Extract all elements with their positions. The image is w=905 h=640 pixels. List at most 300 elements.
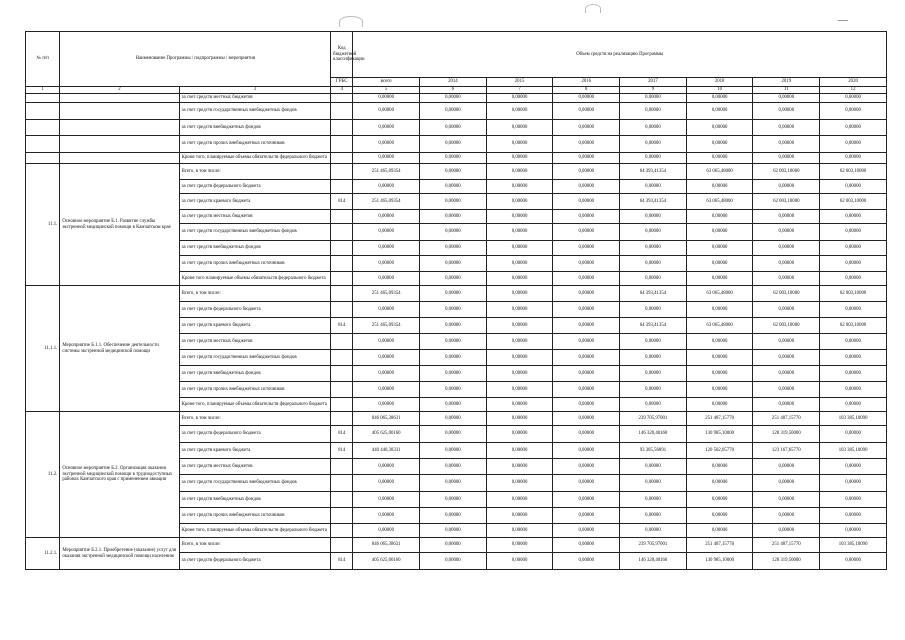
grbs-code bbox=[331, 180, 353, 194]
amount-total: 0,00000 bbox=[353, 524, 420, 538]
grbs-code bbox=[331, 136, 353, 153]
amount-year: 0,00000 bbox=[486, 180, 553, 194]
amount-year: 0,00000 bbox=[686, 459, 753, 475]
header-year: 2019 bbox=[753, 78, 820, 87]
amount-year: 0,00000 bbox=[686, 256, 753, 272]
grbs-code bbox=[331, 153, 353, 164]
amount-year: 251 487,15770 bbox=[753, 538, 820, 553]
amount-year: 0,00000 bbox=[553, 194, 620, 210]
grbs-code bbox=[331, 398, 353, 412]
scan-dash bbox=[838, 20, 848, 21]
grbs-code bbox=[331, 524, 353, 538]
amount-total: 0,00000 bbox=[353, 398, 420, 412]
column-number-row bbox=[26, 87, 887, 94]
amount-year: 0,00000 bbox=[486, 210, 553, 224]
column-number: 10 bbox=[686, 87, 753, 94]
amount-year: 0,00000 bbox=[553, 272, 620, 286]
amount-year: 0,00000 bbox=[820, 366, 887, 382]
funding-source: за счет средств краевого бюджета bbox=[179, 443, 331, 459]
funding-source: за счет средств прочих внебюджетных источников bbox=[179, 136, 331, 153]
grbs-code bbox=[331, 382, 353, 398]
amount-year: 0,00000 bbox=[686, 524, 753, 538]
amount-year: 0,00000 bbox=[486, 318, 553, 334]
column-number: 4 bbox=[331, 87, 353, 94]
table-row bbox=[26, 120, 887, 136]
amount-total: 405 625,00160 bbox=[353, 426, 420, 443]
amount-year: 0,00000 bbox=[486, 412, 553, 426]
amount-year: 0,00000 bbox=[420, 180, 487, 194]
amount-year: 0,00000 bbox=[820, 272, 887, 286]
grbs-code bbox=[331, 412, 353, 426]
amount-total: 0,00000 bbox=[353, 272, 420, 286]
amount-year: 0,00000 bbox=[686, 224, 753, 241]
grbs-code bbox=[331, 475, 353, 492]
amount-year: 0,00000 bbox=[753, 398, 820, 412]
amount-year: 0,00000 bbox=[753, 459, 820, 475]
amount-year: 0,00000 bbox=[553, 318, 620, 334]
amount-year: 0,00000 bbox=[753, 302, 820, 318]
funding-source: за счет средств государственных внебюджетных фондов bbox=[179, 224, 331, 241]
amount-year: 0,00000 bbox=[486, 103, 553, 120]
amount-year: 0,00000 bbox=[420, 318, 487, 334]
amount-total: 0,00000 bbox=[353, 366, 420, 382]
amount-year: 0,00000 bbox=[486, 475, 553, 492]
amount-year: 0,00000 bbox=[486, 286, 553, 302]
table-row bbox=[26, 103, 887, 120]
amount-year: 0,00000 bbox=[753, 256, 820, 272]
empty-cell bbox=[26, 136, 60, 153]
amount-year: 0,00000 bbox=[686, 475, 753, 492]
grbs-code bbox=[331, 350, 353, 366]
column-number: 7 bbox=[486, 87, 553, 94]
amount-year: 0,00000 bbox=[486, 508, 553, 524]
funding-source: за счет средств внебюджетных фондов bbox=[179, 366, 331, 382]
header-year: 2020 bbox=[820, 78, 887, 87]
amount-year: 64 393,41354 bbox=[620, 286, 687, 302]
amount-year: 0,00000 bbox=[620, 350, 687, 366]
amount-year: 0,00000 bbox=[620, 524, 687, 538]
amount-year: 0,00000 bbox=[553, 256, 620, 272]
amount-year: 0,00000 bbox=[420, 459, 487, 475]
grbs-code bbox=[331, 492, 353, 508]
funding-source: Всего, в том числе: bbox=[179, 538, 331, 553]
amount-year: 251 487,15770 bbox=[686, 412, 753, 426]
amount-year: 0,00000 bbox=[553, 508, 620, 524]
funding-source: за счет средств федерального бюджета bbox=[179, 302, 331, 318]
amount-year: 62 003,10000 bbox=[820, 318, 887, 334]
grbs-code: 814 bbox=[331, 553, 353, 570]
amount-year: 0,00000 bbox=[753, 508, 820, 524]
empty-cell bbox=[60, 103, 179, 120]
amount-year: 0,00000 bbox=[420, 103, 487, 120]
amount-year: 0,00000 bbox=[686, 94, 753, 103]
grbs-code bbox=[331, 94, 353, 103]
amount-year: 63 065,48000 bbox=[686, 286, 753, 302]
amount-year: 0,00000 bbox=[620, 302, 687, 318]
scan-mark-left bbox=[339, 16, 363, 27]
amount-total: 440 440,38331 bbox=[353, 443, 420, 459]
amount-year: 0,00000 bbox=[686, 398, 753, 412]
amount-year: 0,00000 bbox=[620, 334, 687, 350]
amount-year: 0,00000 bbox=[753, 94, 820, 103]
amount-year: 0,00000 bbox=[820, 153, 887, 164]
amount-year: 0,00000 bbox=[486, 398, 553, 412]
funding-source: Кроме того, планируемые объемы обязательств федерального бюджета bbox=[179, 153, 331, 164]
column-number: 8 bbox=[553, 87, 620, 94]
amount-year: 0,00000 bbox=[686, 180, 753, 194]
amount-year: 0,00000 bbox=[686, 350, 753, 366]
table-row bbox=[26, 94, 887, 103]
funding-source: за счет средств краевого бюджета bbox=[179, 318, 331, 334]
amount-year: 0,00000 bbox=[486, 194, 553, 210]
grbs-code bbox=[331, 120, 353, 136]
amount-year: 120 502,05770 bbox=[686, 443, 753, 459]
funding-source: за счет средств прочих внебюджетных источников bbox=[179, 382, 331, 398]
amount-year: 0,00000 bbox=[486, 366, 553, 382]
amount-year: 0,00000 bbox=[553, 210, 620, 224]
amount-year: 0,00000 bbox=[620, 382, 687, 398]
amount-year: 0,00000 bbox=[553, 366, 620, 382]
column-number: 11 bbox=[753, 87, 820, 94]
amount-year: 0,00000 bbox=[820, 350, 887, 366]
amount-year: 0,00000 bbox=[753, 136, 820, 153]
amount-year: 0,00000 bbox=[620, 272, 687, 286]
empty-cell bbox=[60, 136, 179, 153]
amount-year: 0,00000 bbox=[686, 241, 753, 256]
amount-year: 0,00000 bbox=[620, 94, 687, 103]
amount-year: 0,00000 bbox=[420, 443, 487, 459]
amount-year: 103 385,10090 bbox=[820, 412, 887, 426]
amount-year: 0,00000 bbox=[820, 553, 887, 570]
amount-total: 846 065,38631 bbox=[353, 412, 420, 426]
amount-year: 62 003,10000 bbox=[753, 164, 820, 180]
amount-total: 0,00000 bbox=[353, 103, 420, 120]
amount-year: 0,00000 bbox=[420, 350, 487, 366]
amount-year: 0,00000 bbox=[420, 382, 487, 398]
amount-year: 0,00000 bbox=[486, 153, 553, 164]
amount-year: 0,00000 bbox=[753, 210, 820, 224]
grbs-code bbox=[331, 164, 353, 180]
funding-source: за счет средств федерального бюджета bbox=[179, 426, 331, 443]
column-number: 6 bbox=[420, 87, 487, 94]
amount-year: 0,00000 bbox=[553, 382, 620, 398]
grbs-code bbox=[331, 334, 353, 350]
amount-year: 0,00000 bbox=[420, 524, 487, 538]
amount-year: 0,00000 bbox=[620, 210, 687, 224]
amount-year: 0,00000 bbox=[686, 334, 753, 350]
amount-year: 0,00000 bbox=[553, 120, 620, 136]
funding-source: за счет средств федерального бюджета bbox=[179, 553, 331, 570]
amount-year: 0,00000 bbox=[486, 224, 553, 241]
amount-year: 0,00000 bbox=[753, 103, 820, 120]
empty-cell bbox=[60, 153, 179, 164]
grbs-code bbox=[331, 241, 353, 256]
amount-year: 0,00000 bbox=[420, 508, 487, 524]
empty-cell bbox=[26, 94, 60, 103]
grbs-code bbox=[331, 103, 353, 120]
amount-year: 0,00000 bbox=[686, 272, 753, 286]
amount-total: 251 465,09354 bbox=[353, 318, 420, 334]
amount-year: 0,00000 bbox=[620, 180, 687, 194]
amount-year: 0,00000 bbox=[486, 459, 553, 475]
amount-year: 93 385,56891 bbox=[620, 443, 687, 459]
amount-year: 0,00000 bbox=[420, 120, 487, 136]
amount-year: 0,00000 bbox=[553, 224, 620, 241]
amount-year: 0,00000 bbox=[486, 538, 553, 553]
empty-cell bbox=[26, 120, 60, 136]
amount-year: 0,00000 bbox=[486, 120, 553, 136]
amount-year: 0,00000 bbox=[753, 475, 820, 492]
amount-total: 0,00000 bbox=[353, 210, 420, 224]
amount-year: 0,00000 bbox=[553, 412, 620, 426]
amount-year: 0,00000 bbox=[753, 180, 820, 194]
amount-year: 239 705,97001 bbox=[620, 538, 687, 553]
amount-year: 0,00000 bbox=[553, 553, 620, 570]
funding-source: Кроме того, планируемые объемы обязательств федерального бюджета bbox=[179, 398, 331, 412]
amount-year: 0,00000 bbox=[486, 334, 553, 350]
amount-year: 0,00000 bbox=[686, 302, 753, 318]
grbs-code bbox=[331, 224, 353, 241]
amount-year: 0,00000 bbox=[553, 398, 620, 412]
amount-year: 0,00000 bbox=[553, 241, 620, 256]
header-year: 2014 bbox=[420, 78, 487, 87]
amount-year: 146 320,40160 bbox=[620, 426, 687, 443]
amount-year: 0,00000 bbox=[420, 334, 487, 350]
amount-year: 0,00000 bbox=[820, 334, 887, 350]
amount-year: 128 319,50000 bbox=[753, 553, 820, 570]
amount-year: 0,00000 bbox=[486, 164, 553, 180]
header-year: 2018 bbox=[686, 78, 753, 87]
funding-source: Всего, в том числе: bbox=[179, 412, 331, 426]
amount-year: 62 003,10000 bbox=[753, 318, 820, 334]
table-row bbox=[26, 538, 887, 553]
table-body bbox=[26, 94, 887, 570]
amount-year: 0,00000 bbox=[420, 366, 487, 382]
amount-year: 0,00000 bbox=[553, 334, 620, 350]
amount-year: 62 003,10000 bbox=[753, 194, 820, 210]
grbs-code bbox=[331, 366, 353, 382]
amount-year: 0,00000 bbox=[553, 153, 620, 164]
measure-name: Основное мероприятие Б.1. Развитие службы экстренной медицинской помощи в Камчатском крае bbox=[60, 164, 179, 286]
amount-total: 251 465,09354 bbox=[353, 194, 420, 210]
amount-year: 0,00000 bbox=[686, 103, 753, 120]
column-number: 5 bbox=[353, 87, 420, 94]
header-year: 2016 bbox=[553, 78, 620, 87]
amount-year: 0,00000 bbox=[753, 350, 820, 366]
amount-year: 0,00000 bbox=[820, 120, 887, 136]
funding-source: за счет средств государственных внебюджетных фондов bbox=[179, 103, 331, 120]
amount-year: 0,00000 bbox=[486, 492, 553, 508]
amount-year: 239 705,97001 bbox=[620, 412, 687, 426]
grbs-code bbox=[331, 508, 353, 524]
amount-year: 0,00000 bbox=[620, 103, 687, 120]
amount-year: 0,00000 bbox=[553, 350, 620, 366]
amount-year: 0,00000 bbox=[620, 224, 687, 241]
amount-year: 0,00000 bbox=[553, 459, 620, 475]
amount-year: 0,00000 bbox=[820, 475, 887, 492]
amount-year: 0,00000 bbox=[686, 153, 753, 164]
amount-year: 0,00000 bbox=[820, 94, 887, 103]
amount-year: 0,00000 bbox=[486, 302, 553, 318]
measure-name: Основное мероприятие Б.2. Организация оказания экстренной медицинской помощи в труднодоступных районах Камчатского края с применением авиации bbox=[60, 412, 179, 538]
amount-year: 0,00000 bbox=[753, 366, 820, 382]
amount-year: 0,00000 bbox=[420, 272, 487, 286]
amount-year: 62 003,10000 bbox=[753, 286, 820, 302]
amount-year: 0,00000 bbox=[486, 94, 553, 103]
grbs-code bbox=[331, 286, 353, 302]
amount-total: 0,00000 bbox=[353, 475, 420, 492]
amount-year: 0,00000 bbox=[553, 136, 620, 153]
amount-year: 0,00000 bbox=[620, 120, 687, 136]
amount-year: 0,00000 bbox=[486, 426, 553, 443]
funding-source: за счет средств прочих внебюджетных источников bbox=[179, 508, 331, 524]
amount-year: 0,00000 bbox=[486, 272, 553, 286]
amount-year: 0,00000 bbox=[686, 210, 753, 224]
row-index: 11.2. bbox=[26, 412, 60, 538]
header-code: Код бюджетной классификации bbox=[331, 32, 353, 78]
amount-year: 0,00000 bbox=[553, 475, 620, 492]
amount-total: 0,00000 bbox=[353, 382, 420, 398]
amount-total: 0,00000 bbox=[353, 153, 420, 164]
amount-year: 64 393,41354 bbox=[620, 194, 687, 210]
amount-year: 0,00000 bbox=[420, 286, 487, 302]
amount-year: 0,00000 bbox=[620, 366, 687, 382]
amount-year: 0,00000 bbox=[420, 412, 487, 426]
amount-year: 0,00000 bbox=[820, 241, 887, 256]
header-grbs: ГРБС bbox=[331, 78, 353, 87]
amount-year: 0,00000 bbox=[486, 524, 553, 538]
amount-year: 0,00000 bbox=[753, 224, 820, 241]
amount-year: 0,00000 bbox=[753, 334, 820, 350]
amount-total: 0,00000 bbox=[353, 302, 420, 318]
amount-total: 0,00000 bbox=[353, 180, 420, 194]
column-number: 9 bbox=[620, 87, 687, 94]
amount-year: 146 320,40160 bbox=[620, 553, 687, 570]
amount-year: 0,00000 bbox=[553, 180, 620, 194]
amount-year: 0,00000 bbox=[753, 272, 820, 286]
amount-year: 0,00000 bbox=[620, 459, 687, 475]
empty-cell bbox=[60, 94, 179, 103]
amount-year: 251 487,15770 bbox=[686, 538, 753, 553]
funding-source: за счет средств местных бюджетов bbox=[179, 459, 331, 475]
empty-cell bbox=[26, 153, 60, 164]
amount-year: 0,00000 bbox=[820, 492, 887, 508]
amount-year: 130 985,10000 bbox=[686, 426, 753, 443]
amount-total: 405 625,00160 bbox=[353, 553, 420, 570]
amount-year: 0,00000 bbox=[553, 103, 620, 120]
row-index: 11.1. bbox=[26, 164, 60, 286]
amount-year: 0,00000 bbox=[620, 475, 687, 492]
amount-year: 251 487,15770 bbox=[753, 412, 820, 426]
amount-year: 0,00000 bbox=[620, 256, 687, 272]
amount-total: 0,00000 bbox=[353, 241, 420, 256]
grbs-code bbox=[331, 459, 353, 475]
amount-year: 0,00000 bbox=[420, 136, 487, 153]
funding-source: за счет средств местных бюджетов bbox=[179, 334, 331, 350]
amount-year: 0,00000 bbox=[620, 136, 687, 153]
amount-year: 0,00000 bbox=[420, 210, 487, 224]
funding-source: за счет средств внебюджетных фондов bbox=[179, 492, 331, 508]
amount-year: 0,00000 bbox=[553, 443, 620, 459]
amount-year: 63 065,48000 bbox=[686, 194, 753, 210]
amount-total: 0,00000 bbox=[353, 136, 420, 153]
amount-year: 0,00000 bbox=[553, 426, 620, 443]
grbs-code: 814 bbox=[331, 443, 353, 459]
funding-source: за счет средств местных бюджетов bbox=[179, 210, 331, 224]
amount-year: 0,00000 bbox=[420, 164, 487, 180]
grbs-code: 814 bbox=[331, 426, 353, 443]
header-total: всего bbox=[353, 78, 420, 87]
amount-year: 0,00000 bbox=[420, 553, 487, 570]
grbs-code: 814 bbox=[331, 194, 353, 210]
amount-year: 0,00000 bbox=[553, 164, 620, 180]
funding-source: Всего, в том числе: bbox=[179, 286, 331, 302]
funding-source: за счет средств внебюджетных фондов bbox=[179, 120, 331, 136]
scan-mark-right bbox=[585, 4, 601, 13]
amount-year: 0,00000 bbox=[553, 538, 620, 553]
amount-year: 0,00000 bbox=[620, 153, 687, 164]
funding-source: за счет средств краевого бюджета bbox=[179, 194, 331, 210]
amount-year: 0,00000 bbox=[820, 103, 887, 120]
header-row bbox=[26, 32, 887, 78]
funding-source: за счет средств внебюджетных фондов bbox=[179, 241, 331, 256]
amount-year: 0,00000 bbox=[420, 398, 487, 412]
amount-year: 103 385,10090 bbox=[820, 538, 887, 553]
amount-year: 0,00000 bbox=[753, 153, 820, 164]
amount-year: 0,00000 bbox=[486, 136, 553, 153]
amount-year: 0,00000 bbox=[420, 256, 487, 272]
funding-source: за счет средств государственных внебюджетных фондов bbox=[179, 350, 331, 366]
amount-year: 0,00000 bbox=[620, 492, 687, 508]
amount-year: 0,00000 bbox=[820, 524, 887, 538]
amount-year: 0,00000 bbox=[486, 350, 553, 366]
amount-year: 64 393,41354 bbox=[620, 164, 687, 180]
amount-total: 251 465,09354 bbox=[353, 164, 420, 180]
amount-year: 0,00000 bbox=[686, 508, 753, 524]
header-name: Наименование Программы / подпрограммы / мероприятия bbox=[60, 32, 331, 87]
amount-year: 0,00000 bbox=[753, 524, 820, 538]
table-row bbox=[26, 164, 887, 180]
amount-year: 63 065,48000 bbox=[686, 318, 753, 334]
funding-source: за счет средств федерального бюджета bbox=[179, 180, 331, 194]
header-year: 2017 bbox=[620, 78, 687, 87]
column-number: 3 bbox=[179, 87, 331, 94]
amount-year: 0,00000 bbox=[820, 382, 887, 398]
amount-total: 0,00000 bbox=[353, 350, 420, 366]
amount-year: 0,00000 bbox=[686, 136, 753, 153]
amount-total: 0,00000 bbox=[353, 256, 420, 272]
funding-source: за счет средств прочих внебюджетных источников bbox=[179, 256, 331, 272]
amount-year: 0,00000 bbox=[686, 366, 753, 382]
amount-year: 0,00000 bbox=[486, 241, 553, 256]
amount-year: 0,00000 bbox=[420, 426, 487, 443]
measure-name: Мероприятие Б.2.1. Приобретение (оказание) услуг для оказания экстренной медицинской помощи населению bbox=[60, 538, 179, 570]
amount-total: 0,00000 bbox=[353, 492, 420, 508]
amount-year: 0,00000 bbox=[820, 256, 887, 272]
column-number: 1 bbox=[26, 87, 60, 94]
row-index: 11.1.1. bbox=[26, 286, 60, 412]
column-number: 12 bbox=[820, 87, 887, 94]
amount-year: 0,00000 bbox=[620, 398, 687, 412]
amount-year: 0,00000 bbox=[420, 241, 487, 256]
measure-name: Мероприятие Б.1.1. Обеспечение деятельности системы экстренной медицинской помощи bbox=[60, 286, 179, 412]
funding-source: за счет средств местных бюджетов bbox=[179, 94, 331, 103]
amount-year: 0,00000 bbox=[553, 524, 620, 538]
amount-year: 0,00000 bbox=[820, 210, 887, 224]
header-year: 2015 bbox=[486, 78, 553, 87]
amount-year: 0,00000 bbox=[820, 459, 887, 475]
grbs-code bbox=[331, 256, 353, 272]
